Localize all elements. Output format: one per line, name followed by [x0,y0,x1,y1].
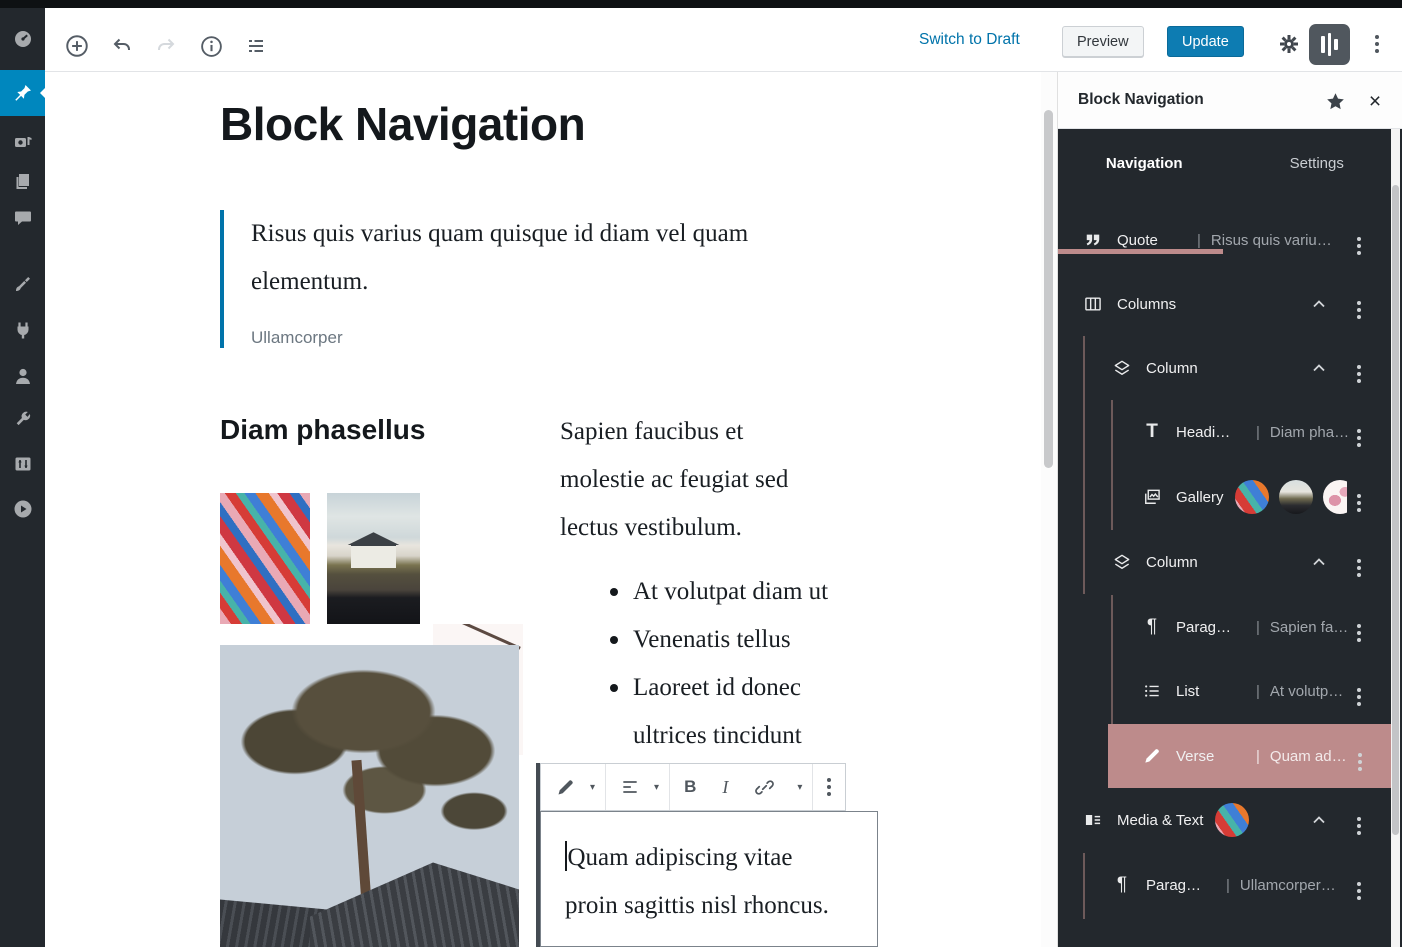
block-label: Media & Text [1117,811,1204,829]
window-top-strip [0,0,1402,8]
quote-citation: Ullamcorper [251,328,343,347]
sidebar-item-plugins[interactable] [0,309,45,351]
pencil-icon [1141,745,1163,767]
block-preview: Sapien fa… [1269,618,1349,636]
sidebar-item-settings[interactable] [0,443,45,485]
chevron-up-icon[interactable] [1309,358,1329,378]
tree-row-column[interactable] [1058,336,1391,400]
block-label: Column [1146,359,1198,377]
column-icon [1111,551,1133,573]
divider: | [1197,231,1201,249]
close-icon[interactable]: × [1361,87,1389,115]
paragraph-line: Sapien faucibus et [560,418,744,445]
column-icon [1111,357,1133,379]
block-label: Headi… [1176,423,1231,441]
tree-row-paragraph[interactable] [1058,853,1391,917]
block-toolbar [540,763,846,811]
scrollbar-thumb[interactable] [1392,185,1399,835]
update-button[interactable]: Update [1167,26,1244,57]
panel-tabs [1058,129,1402,197]
sidebar-item-comments[interactable] [0,197,45,239]
gallery-icon [1141,486,1163,508]
verse-block-type-icon[interactable] [551,773,580,802]
columns-icon [1082,293,1104,315]
vertical-bars-icon [1321,33,1338,56]
list-item: Laoreet id donec ultrices tincidunt [560,664,860,760]
tab-navigation[interactable]: Navigation [1105,154,1183,172]
more-options-icon[interactable] [1363,28,1391,60]
chevron-up-icon[interactable] [1309,810,1329,830]
info-icon[interactable] [193,28,229,64]
more-options-icon[interactable] [1358,744,1362,771]
more-options-icon[interactable] [1357,679,1361,706]
tree-row-media-text[interactable] [1058,788,1391,852]
more-options-icon[interactable] [1357,356,1361,383]
more-options-icon[interactable] [1357,228,1361,255]
gallery-image-castle[interactable] [327,493,420,624]
star-icon[interactable] [1323,89,1347,113]
tree-row-verse-selected[interactable] [1108,724,1392,788]
quote-text-line: elementum. [251,268,369,295]
block-preview: At volutp… [1269,682,1344,700]
editor-canvas [45,72,1041,947]
chevron-up-icon[interactable] [1309,294,1329,314]
undo-icon[interactable] [104,28,140,64]
tree-row-gallery[interactable] [1058,465,1391,529]
italic-button[interactable]: I [718,773,732,802]
dashboard-icon[interactable] [0,18,45,60]
quote-text-line: Risus quis varius quam quisque id diam vel quam [251,220,749,247]
thumbnail-blossom [1323,480,1347,514]
pine-tree-image[interactable] [220,645,519,947]
block-label: List [1176,682,1200,700]
tree-row-column[interactable] [1058,530,1391,594]
chevron-down-icon[interactable]: ▾ [654,781,660,793]
block-navigation-panel [1057,72,1402,947]
thumbnail-castle [1279,480,1313,514]
divider: | [1226,876,1230,894]
tree-row-paragraph[interactable] [1058,595,1391,659]
chevron-down-icon[interactable]: ▾ [797,781,803,793]
chevron-up-icon[interactable] [1309,552,1329,572]
block-preview: Diam pha… [1269,423,1350,441]
verse-block-selected[interactable] [540,811,878,947]
block-label: Column [1146,553,1198,571]
inserter-icon[interactable] [59,28,95,64]
panel-header [1058,72,1402,129]
admin-sidebar [0,8,45,947]
paragraph-line: lectus vestibulum. [560,514,742,541]
verse-text-line: Quam adipiscing vitae [565,834,877,882]
roof-right [310,862,519,947]
block-preview: Quam ad… [1269,747,1347,765]
paragraph-block[interactable] [560,408,900,552]
list-block[interactable] [560,568,860,760]
block-label: Quote [1117,231,1158,249]
sidebar-item-tools[interactable] [0,398,45,440]
more-options-icon[interactable] [1357,550,1361,577]
block-navigation-toggle-button[interactable] [1309,24,1350,65]
post-title[interactable]: Block Navigation [220,98,586,150]
sidebar-item-users[interactable] [0,355,45,397]
block-preview: Risus quis variu… [1210,231,1332,249]
divider: | [1256,747,1260,765]
preview-button[interactable]: Preview [1062,26,1144,57]
tree-row-heading[interactable] [1058,400,1391,464]
tree-row-list[interactable] [1058,659,1391,723]
gallery-image-cranes[interactable] [220,493,310,624]
paragraph-icon: ¶ [1116,874,1128,895]
block-label: Gallery [1176,488,1224,506]
divider: | [1256,682,1260,700]
paragraph-icon: ¶ [1146,616,1158,637]
bold-button[interactable]: B [680,773,700,801]
panel-title: Block Navigation [1078,91,1204,108]
more-options-icon[interactable] [823,774,835,800]
list-icon [1141,680,1163,702]
sidebar-item-pages[interactable] [0,160,45,202]
tree-row-quote[interactable] [1058,208,1391,272]
sidebar-item-appearance[interactable] [0,263,45,305]
more-options-icon[interactable] [1357,485,1361,512]
block-navigation-icon[interactable] [238,28,274,64]
quote-block[interactable] [220,210,820,348]
block-preview: Ullamcorper… [1239,876,1336,894]
paragraph-line: molestie ac feugiat sed [560,466,789,493]
more-options-icon[interactable] [1357,292,1361,319]
more-options-icon[interactable] [1357,873,1361,900]
verse-text-line: proin sagittis nisl rhoncus. [565,892,829,919]
tab-settings[interactable]: Settings [1289,154,1344,172]
sidebar-item-posts[interactable] [0,70,45,116]
quote-icon [1082,229,1104,251]
list-item: Venenatis tellus [560,616,860,664]
block-label: Parag… [1176,618,1232,636]
text-cursor [565,841,567,871]
link-icon[interactable] [750,773,779,802]
chevron-down-icon[interactable]: ▾ [590,781,596,793]
settings-gear-icon[interactable] [1273,28,1305,60]
redo-icon[interactable] [148,28,184,64]
column-heading[interactable]: Diam phasellus [220,414,426,445]
more-options-icon[interactable] [1357,808,1361,835]
more-options-icon[interactable] [1357,420,1361,447]
castle-wall [351,544,396,568]
sidebar-item-media[interactable] [0,122,45,164]
canvas-scrollbar[interactable] [1041,72,1057,947]
tree-row-columns[interactable] [1058,272,1391,336]
block-label: Verse [1176,747,1215,765]
more-options-icon[interactable] [1357,615,1361,642]
scrollbar-thumb[interactable] [1044,110,1053,468]
sidebar-item-play[interactable] [0,488,45,530]
media-text-icon [1082,809,1104,831]
block-label: Parag… [1146,876,1202,894]
align-icon[interactable] [616,773,644,801]
block-tree [1058,197,1402,947]
gallery-block[interactable] [220,493,525,624]
divider: | [1256,423,1260,441]
heading-icon: T [1146,421,1158,442]
thumbnail-cranes [1215,803,1249,837]
divider: | [1256,618,1260,636]
panel-scrollbar[interactable] [1391,129,1400,947]
list-item: At volutpat diam ut [560,568,860,616]
thumbnail-cranes [1235,480,1269,514]
gallery-thumbnails [1235,480,1347,514]
switch-to-draft-link[interactable]: Switch to Draft [919,31,1020,48]
editor-header [45,8,1402,72]
block-label: Columns [1117,295,1177,313]
